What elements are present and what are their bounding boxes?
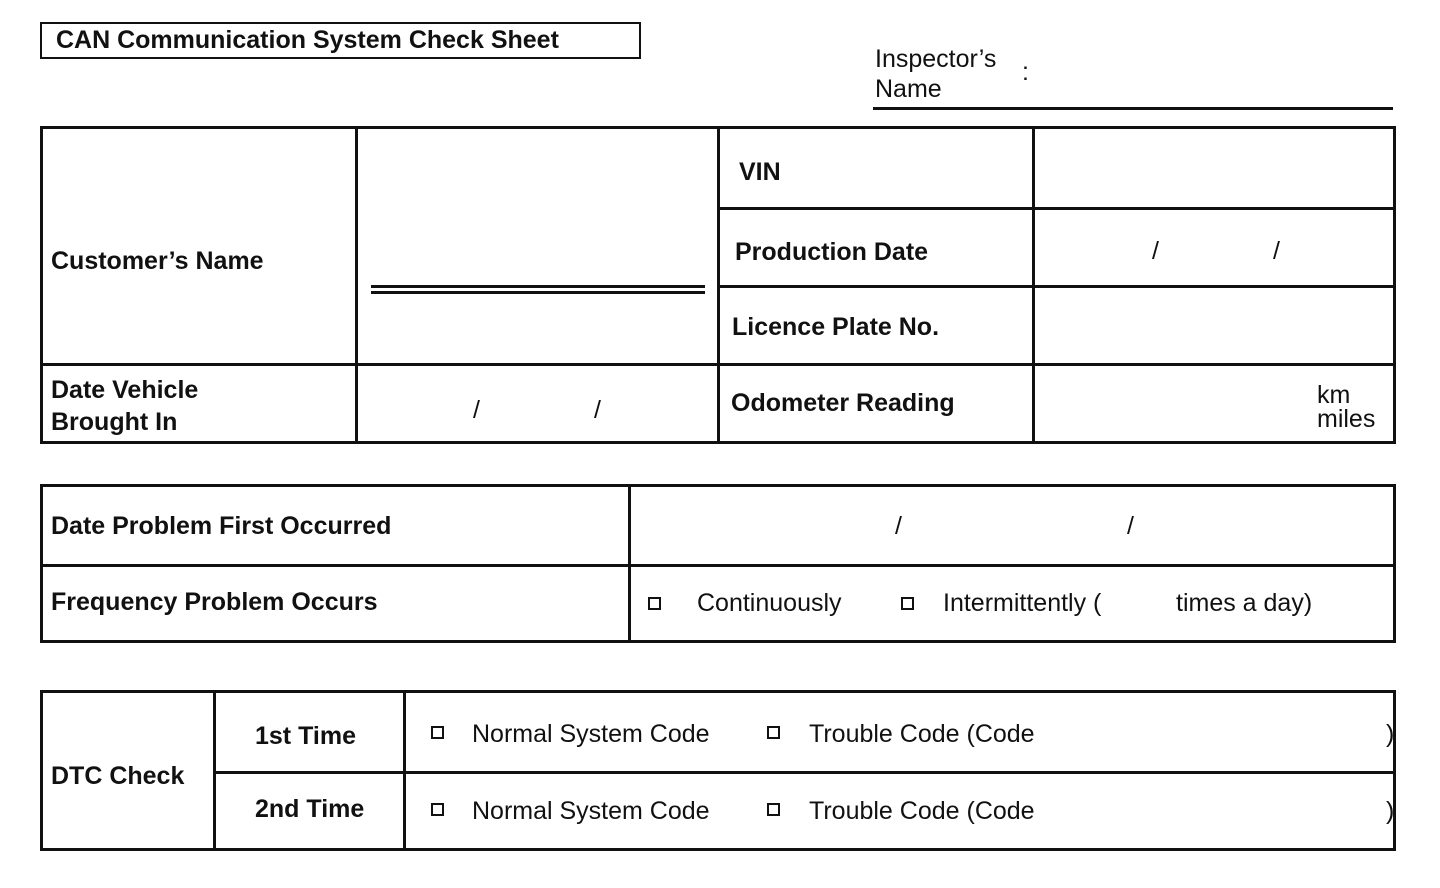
problem-info-table [40,484,1396,643]
date-brought-in-separator-1: / [473,396,480,424]
dtc-check-table [40,690,1396,851]
first-time-label: 1st Time [255,722,356,750]
customer-name-label: Customer’s Name [51,247,264,275]
first-trouble-checkbox[interactable] [767,726,780,739]
first-occurred-separator-1: / [895,512,902,540]
frequency-label: Frequency Problem Occurs [51,588,378,616]
date-brought-in-label [51,374,198,438]
second-trouble-close: ) [1386,797,1395,825]
odometer-units [1317,383,1375,431]
production-date-separator-2: / [1273,237,1280,265]
continuously-checkbox[interactable] [648,597,661,610]
first-occurred-separator-2: / [1127,512,1134,540]
second-trouble-label: Trouble Code (Code [809,797,1035,825]
production-date-separator-1: / [1152,237,1159,265]
date-brought-in-label-line2: Brought In [51,408,178,436]
odometer-label: Odometer Reading [731,389,955,417]
intermittently-label: Intermittently ( [943,589,1102,617]
vin-field[interactable] [1038,132,1393,204]
production-date-label: Production Date [735,238,929,266]
first-trouble-close: ) [1386,720,1395,748]
vin-label: VIN [739,158,781,186]
odometer-unit-miles: miles [1317,405,1376,433]
date-brought-in-label-line1: Date Vehicle [51,376,199,404]
vehicle-info-table [40,126,1396,444]
licence-plate-field[interactable] [1038,289,1393,361]
first-trouble-label: Trouble Code (Code [809,720,1035,748]
inspector-name-label [875,44,996,104]
first-occurred-label: Date Problem First Occurred [51,512,392,540]
second-normal-label: Normal System Code [472,797,710,825]
second-time-label: 2nd Time [255,795,365,823]
dtc-check-label: DTC Check [51,762,185,790]
inspector-colon: : [1022,58,1029,86]
second-trouble-checkbox[interactable] [767,803,780,816]
continuously-label: Continuously [697,589,842,617]
licence-plate-label: Licence Plate No. [732,313,940,341]
inspector-name-field[interactable] [873,107,1393,110]
first-normal-checkbox[interactable] [431,726,444,739]
second-normal-checkbox[interactable] [431,803,444,816]
inspector-label-line2: Name [875,75,942,103]
odometer-unit-km: km [1317,381,1351,409]
first-normal-label: Normal System Code [472,720,710,748]
inspector-label-line1: Inspector’s [875,45,997,73]
sheet-title: CAN Communication System Check Sheet [40,22,641,59]
times-a-day-label: times a day) [1176,589,1313,617]
date-brought-in-separator-2: / [594,396,601,424]
intermittently-checkbox[interactable] [901,597,914,610]
customer-name-field[interactable] [371,285,705,294]
